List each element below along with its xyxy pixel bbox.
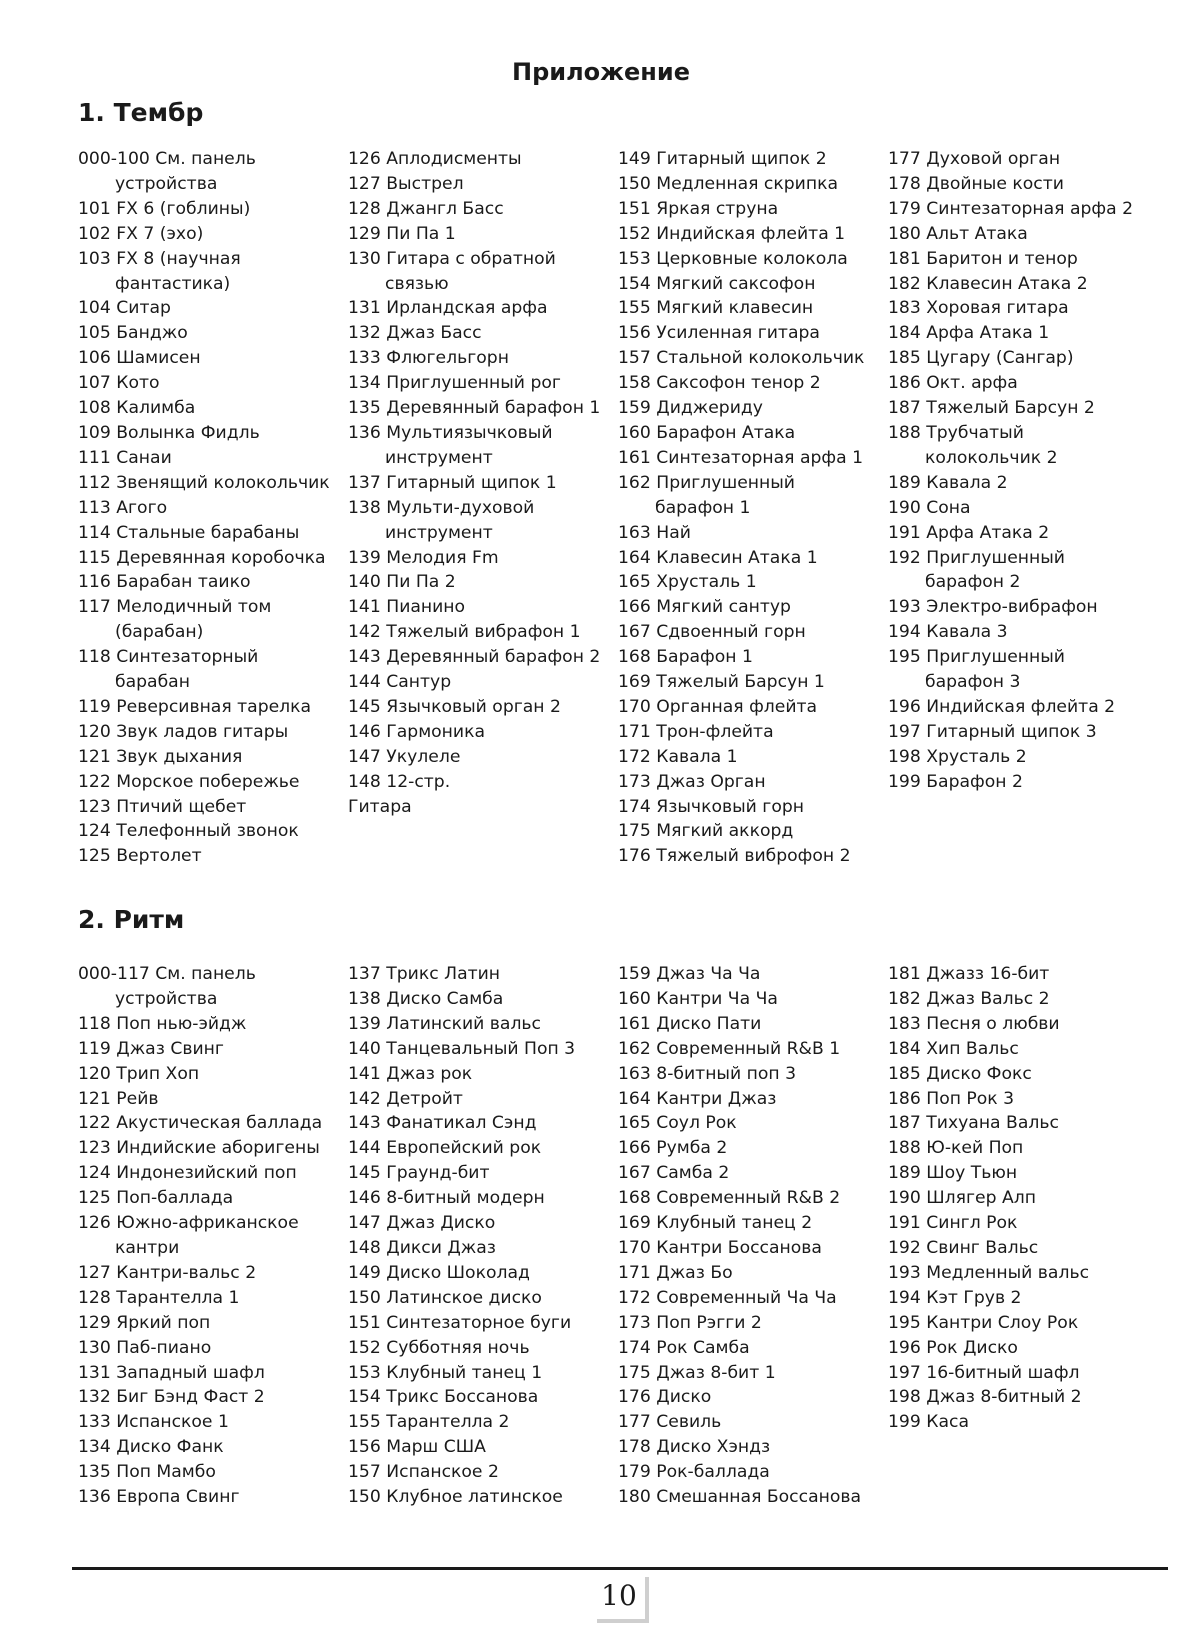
timbre-list-item: 183 Хоровая гитара	[888, 298, 1069, 319]
rhythm-list-item: 151 Синтезаторное буги	[348, 1312, 572, 1333]
timbre-list-item: 129 Пи Па 1	[348, 223, 456, 244]
rhythm-list-item: 179 Рок-баллада	[618, 1462, 770, 1483]
timbre-list-item: 172 Кавала 1	[618, 746, 738, 767]
rhythm-list-item: 118 Поп нью-эйдж	[78, 1013, 247, 1034]
rhythm-list-item: 194 Кэт Грув 2	[888, 1287, 1022, 1308]
rhythm-list-item: 167 Самба 2	[618, 1163, 730, 1184]
timbre-list-item: 144 Сантур	[348, 672, 452, 693]
timbre-list-item: 187 Тяжелый Барсун 2	[888, 398, 1095, 419]
rhythm-list-item: 165 Соул Рок	[618, 1113, 737, 1134]
timbre-list-item: 160 Барафон Атака	[618, 422, 796, 443]
timbre-list-item: 156 Усиленная гитара	[618, 323, 820, 344]
rhythm-list-item: 130 Паб-пиано	[78, 1337, 212, 1358]
rhythm-list-item: 192 Свинг Вальс	[888, 1237, 1039, 1258]
timbre-list-item: 199 Барафон 2	[888, 771, 1023, 792]
timbre-list-item: 162 Приглушенный барафон 1	[618, 472, 795, 518]
timbre-column-4	[888, 147, 1143, 795]
rhythm-list-item: 173 Поп Рэгги 2	[618, 1312, 762, 1333]
timbre-list-item: 178 Двойные кости	[888, 173, 1064, 194]
timbre-list-item: 140 Пи Па 2	[348, 572, 456, 593]
timbre-list-item: 107 Кото	[78, 373, 160, 394]
timbre-list-item: 143 Деревянный барафон 2	[348, 647, 601, 668]
timbre-list-item: 126 Аплодисменты	[348, 149, 522, 169]
rhythm-list-item: 186 Поп Рок 3	[888, 1088, 1015, 1109]
rhythm-list-item: 193 Медленный вальс	[888, 1262, 1090, 1283]
rhythm-list-item: 171 Джаз Бо	[618, 1262, 733, 1283]
timbre-list-item: 116 Барабан таико	[78, 572, 251, 593]
timbre-list-item: 157 Стальной колокольчик	[618, 348, 865, 369]
section-heading-timbre: 1. Тембр	[78, 98, 204, 127]
timbre-list-item: 163 Най	[618, 522, 691, 543]
rhythm-list-item: 169 Клубный танец 2	[618, 1213, 813, 1234]
timbre-list-item: 109 Волынка Фидль	[78, 422, 260, 443]
timbre-list-item: 101 FX 6 (гоблины)	[78, 198, 251, 219]
timbre-list-item: 115 Деревянная коробочка	[78, 547, 326, 568]
timbre-list-item: 177 Духовой орган	[888, 149, 1061, 169]
rhythm-column-2	[348, 962, 603, 1510]
timbre-list-item: 146 Гармоника	[348, 721, 485, 742]
timbre-list-item: 113 Агого	[78, 497, 168, 518]
timbre-list-item: 186 Окт. арфа	[888, 373, 1018, 394]
timbre-list-item: 127 Выстрел	[348, 173, 464, 194]
rhythm-list-item: 183 Песня о любви	[888, 1013, 1060, 1034]
rhythm-list-item: 136 Европа Свинг	[78, 1487, 240, 1508]
rhythm-list-item: 166 Румба 2	[618, 1138, 728, 1159]
timbre-list-item: 170 Органная флейта	[618, 696, 818, 717]
rhythm-list-item: 147 Джаз Диско	[348, 1213, 496, 1234]
timbre-list-item: 181 Баритон и тенор	[888, 248, 1078, 269]
timbre-list-item: 139 Мелодия Fm	[348, 547, 499, 568]
timbre-list-item: 138 Мульти-духовой инструмент	[348, 497, 535, 543]
rhythm-column-3	[618, 962, 873, 1510]
timbre-list-item: 165 Хрусталь 1	[618, 572, 757, 593]
timbre-list-item: 118 Синтезаторный барабан	[78, 647, 259, 693]
timbre-list-item: 130 Гитара с обратной связью	[348, 248, 556, 294]
rhythm-list-item: 154 Трикс Боссанова	[348, 1387, 539, 1408]
rhythm-list-item: 175 Джаз 8-бит 1	[618, 1362, 776, 1383]
rhythm-list-item: 190 Шлягер Алп	[888, 1188, 1036, 1209]
rhythm-list-item: 000-117 См. панель устройства	[78, 964, 256, 1009]
timbre-list-item: 112 Звенящий колокольчик	[78, 472, 330, 493]
timbre-list-item: 106 Шамисен	[78, 348, 201, 369]
rhythm-list-item: 199 Каса	[888, 1412, 969, 1433]
rhythm-list-item: 119 Джаз Свинг	[78, 1038, 224, 1059]
rhythm-list-item: 174 Рок Самба	[618, 1337, 750, 1358]
rhythm-list-item: 144 Европейский рок	[348, 1138, 542, 1159]
timbre-list-item: 131 Ирландская арфа	[348, 298, 548, 319]
timbre-list-item: 121 Звук дыхания	[78, 746, 243, 767]
rhythm-list-item: 160 Кантри Ча Ча	[618, 988, 778, 1009]
rhythm-list-item: 122 Акустическая баллада	[78, 1113, 323, 1134]
rhythm-column-4	[888, 962, 1143, 1435]
timbre-list-item: 135 Деревянный барафон 1	[348, 398, 601, 419]
rhythm-list-item: 138 Диско Самба	[348, 988, 504, 1009]
rhythm-list-item: 191 Сингл Рок	[888, 1213, 1018, 1234]
rhythm-list-item: 131 Западный шафл	[78, 1362, 265, 1383]
rhythm-list-item: 188 Ю-кей Поп	[888, 1138, 1024, 1159]
timbre-list-item: 173 Джаз Орган	[618, 771, 766, 792]
rhythm-list-item: 142 Детройт	[348, 1088, 463, 1109]
timbre-list-item: 141 Пианино	[348, 597, 466, 618]
rhythm-list-item: 185 Диско Фокс	[888, 1063, 1032, 1084]
rhythm-list-item: 134 Диско Фанк	[78, 1437, 224, 1458]
timbre-list-item: 155 Мягкий клавесин	[618, 298, 814, 319]
timbre-list-item: 167 Сдвоенный горн	[618, 622, 806, 643]
timbre-list-item: 150 Медленная скрипка	[618, 173, 838, 194]
timbre-list-item: 137 Гитарный щипок 1	[348, 472, 557, 493]
timbre-list-item: 169 Тяжелый Барсун 1	[618, 672, 825, 693]
rhythm-list-item: 196 Рок Диско	[888, 1337, 1018, 1358]
rhythm-list-item: 124 Индонезийский поп	[78, 1163, 297, 1184]
rhythm-list-item: 170 Кантри Боссанова	[618, 1237, 822, 1258]
timbre-list-item: 151 Яркая струна	[618, 198, 779, 219]
rhythm-list-item: 132 Биг Бэнд Фаст 2	[78, 1387, 265, 1408]
timbre-list-item: 159 Диджериду	[618, 398, 763, 419]
rhythm-list-item: 184 Хип Вальс	[888, 1038, 1019, 1059]
timbre-list-item: 148 12-стр.	[348, 771, 451, 792]
timbre-list-item: 142 Тяжелый вибрафон 1	[348, 622, 581, 643]
rhythm-list-item: 141 Джаз рок	[348, 1063, 473, 1084]
timbre-list-item: 185 Цугару (Сангар)	[888, 348, 1074, 369]
timbre-list-item: 147 Укулеле	[348, 746, 461, 767]
rhythm-list-item: 135 Поп Мамбо	[78, 1462, 216, 1483]
rhythm-list-item: 198 Джаз 8-битный 2	[888, 1387, 1082, 1408]
timbre-list-item: 136 Мультиязычковый инструмент	[348, 422, 553, 468]
rhythm-list-item: 180 Смешанная Боссанова	[618, 1487, 862, 1508]
timbre-list-item: 192 Приглушенный барафон 2	[888, 547, 1065, 593]
rhythm-list-item: 121 Рейв	[78, 1088, 159, 1109]
timbre-list-item: 149 Гитарный щипок 2	[618, 149, 827, 169]
rhythm-list-item: 145 Граунд-бит	[348, 1163, 490, 1184]
rhythm-list-item: 143 Фанатикал Сэнд	[348, 1113, 537, 1134]
timbre-list-item: 120 Звук ладов гитары	[78, 721, 289, 742]
timbre-list-item: 176 Тяжелый виброфон 2	[618, 846, 851, 867]
timbre-list-item: 122 Морское побережье	[78, 771, 300, 792]
timbre-list-item: 197 Гитарный щипок 3	[888, 721, 1097, 742]
rhythm-list-item: 195 Кантри Слоу Рок	[888, 1312, 1079, 1333]
timbre-list-item: 133 Флюгельгорн	[348, 348, 509, 369]
rhythm-list-item: 150 Латинское диско	[348, 1287, 542, 1308]
rhythm-list-item: 127 Кантри-вальс 2	[78, 1262, 257, 1283]
footer-divider	[72, 1567, 1168, 1570]
timbre-list-item: 134 Приглушенный рог	[348, 373, 561, 394]
page-title: Приложение	[512, 58, 690, 86]
timbre-list-item: 108 Калимба	[78, 398, 196, 419]
timbre-list-item: 180 Альт Атака	[888, 223, 1028, 244]
rhythm-list-item: 140 Танцевальный Поп 3	[348, 1038, 576, 1059]
rhythm-list-item: 146 8-битный модерн	[348, 1188, 545, 1209]
rhythm-list-item: 182 Джаз Вальс 2	[888, 988, 1050, 1009]
timbre-list-item: 128 Джангл Басс	[348, 198, 504, 219]
timbre-list-item: 114 Стальные барабаны	[78, 522, 300, 543]
rhythm-list-item: 197 16-битный шафл	[888, 1362, 1080, 1383]
timbre-list-item: 195 Приглушенный барафон 3	[888, 647, 1065, 693]
timbre-list-item: 182 Клавесин Атака 2	[888, 273, 1088, 294]
timbre-list-item: 168 Барафон 1	[618, 647, 753, 668]
timbre-list-item: 194 Кавала 3	[888, 622, 1008, 643]
timbre-list-item: 191 Арфа Атака 2	[888, 522, 1050, 543]
rhythm-list-item: 181 Джазз 16-бит	[888, 964, 1050, 984]
page-number: 10	[593, 1573, 645, 1619]
rhythm-list-item: 125 Поп-баллада	[78, 1188, 234, 1209]
rhythm-list-item: 172 Современный Ча Ча	[618, 1287, 837, 1308]
timbre-list-item: 102 FX 7 (эхо)	[78, 223, 204, 244]
rhythm-list-item: 129 Яркий поп	[78, 1312, 211, 1333]
rhythm-list-item: 187 Тихуана Вальс	[888, 1113, 1059, 1134]
rhythm-list-item: 148 Дикси Джаз	[348, 1237, 496, 1258]
rhythm-list-item: 161 Диско Пати	[618, 1013, 762, 1034]
timbre-list-item: 000-100 См. панель устройства	[78, 149, 256, 194]
rhythm-list-item: 163 8-битный поп 3	[618, 1063, 797, 1084]
timbre-list-item: 189 Кавала 2	[888, 472, 1008, 493]
rhythm-list-item: 126 Южно-африканское кантри	[78, 1213, 299, 1258]
rhythm-list-item: 157 Испанское 2	[348, 1462, 499, 1483]
timbre-list-item: 174 Язычковый горн	[618, 796, 804, 817]
rhythm-list-item: 120 Трип Хоп	[78, 1063, 200, 1084]
timbre-list-item: 171 Трон-флейта	[618, 721, 774, 742]
timbre-list-item: 198 Хрусталь 2	[888, 746, 1027, 767]
timbre-list-item: 175 Мягкий аккорд	[618, 821, 794, 842]
rhythm-list-item: 149 Диско Шоколад	[348, 1262, 530, 1283]
timbre-list-item: 103 FX 8 (научная фантастика)	[78, 248, 241, 294]
rhythm-list-item: 159 Джаз Ча Ча	[618, 964, 761, 984]
timbre-list-item: 124 Телефонный звонок	[78, 821, 299, 842]
timbre-list-item: 190 Сона	[888, 497, 971, 518]
rhythm-list-item: 176 Диско	[618, 1387, 712, 1408]
timbre-list-item: 123 Птичий щебет	[78, 796, 247, 817]
timbre-list-item: 119 Реверсивная тарелка	[78, 696, 312, 717]
rhythm-list-item: 139 Латинский вальс	[348, 1013, 542, 1034]
rhythm-list-item: 137 Трикс Латин	[348, 964, 501, 984]
rhythm-list-item: 133 Испанское 1	[78, 1412, 229, 1433]
timbre-list-item: 125 Вертолет	[78, 846, 202, 867]
rhythm-list-item: 152 Субботняя ночь	[348, 1337, 530, 1358]
timbre-list-item: 153 Церковные колокола	[618, 248, 848, 269]
timbre-list-item: 104 Ситар	[78, 298, 171, 319]
timbre-list-item: 152 Индийская флейта 1	[618, 223, 846, 244]
rhythm-list-item: 123 Индийские аборигены	[78, 1138, 320, 1159]
timbre-list-item: 196 Индийская флейта 2	[888, 696, 1116, 717]
timbre-list-item: 188 Трубчатый колокольчик 2	[888, 422, 1058, 468]
rhythm-list-item: 150 Клубное латинское	[348, 1487, 563, 1508]
rhythm-list-item: 162 Современный R&B 1	[618, 1038, 841, 1059]
timbre-list-item: 117 Мелодичный том (барабан)	[78, 597, 272, 643]
timbre-list-item: 145 Язычковый орган 2	[348, 696, 561, 717]
timbre-column-1	[78, 147, 333, 869]
rhythm-list-item: 164 Кантри Джаз	[618, 1088, 777, 1109]
timbre-list-item: 164 Клавесин Атака 1	[618, 547, 818, 568]
timbre-list-item: 154 Мягкий саксофон	[618, 273, 816, 294]
timbre-list-item: 161 Синтезаторная арфа 1	[618, 447, 864, 468]
timbre-column-2	[348, 147, 603, 819]
rhythm-list-item: 177 Севиль	[618, 1412, 722, 1433]
timbre-list-item: 132 Джаз Басс	[348, 323, 482, 344]
rhythm-list-item: 168 Современный R&B 2	[618, 1188, 841, 1209]
timbre-list-item: Гитара	[348, 796, 412, 817]
rhythm-list-item: 189 Шоу Тьюн	[888, 1163, 1018, 1184]
timbre-list-item: 166 Мягкий сантур	[618, 597, 791, 618]
timbre-list-item: 179 Синтезаторная арфа 2	[888, 198, 1134, 219]
timbre-column-3	[618, 147, 873, 869]
timbre-list-item: 158 Саксофон тенор 2	[618, 373, 821, 394]
rhythm-list-item: 153 Клубный танец 1	[348, 1362, 543, 1383]
rhythm-list-item: 128 Тарантелла 1	[78, 1287, 240, 1308]
timbre-list-item: 193 Электро-вибрафон	[888, 597, 1098, 618]
section-heading-rhythm: 2. Ритм	[78, 905, 185, 934]
rhythm-list-item: 155 Тарантелла 2	[348, 1412, 510, 1433]
rhythm-column-1	[78, 962, 333, 1510]
rhythm-list-item: 178 Диско Хэндз	[618, 1437, 771, 1458]
timbre-list-item: 105 Банджо	[78, 323, 188, 344]
timbre-list-item: 111 Санаи	[78, 447, 172, 468]
timbre-list-item: 184 Арфа Атака 1	[888, 323, 1050, 344]
rhythm-list-item: 156 Марш США	[348, 1437, 486, 1458]
